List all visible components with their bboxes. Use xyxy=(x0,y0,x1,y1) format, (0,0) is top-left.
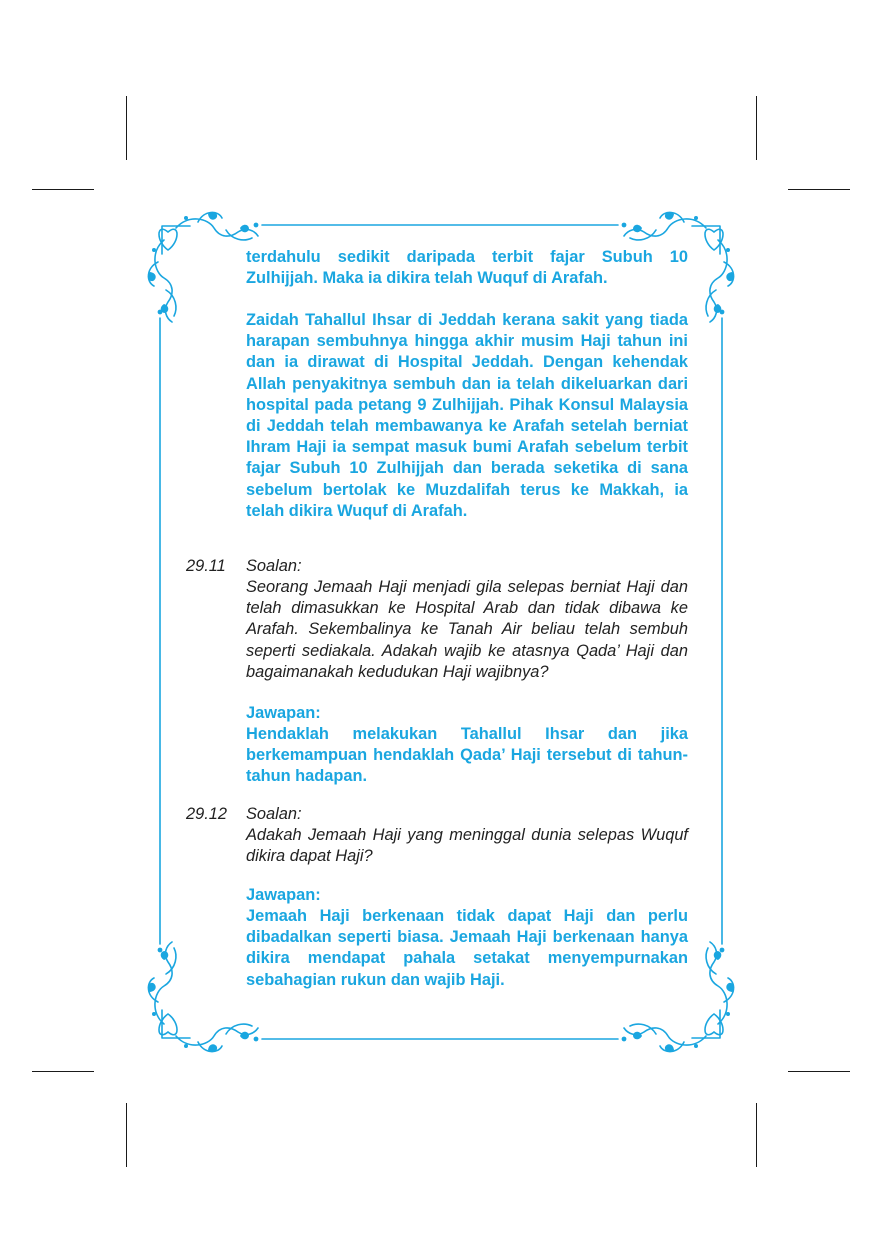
question-text: Adakah Jemaah Haji yang meninggal dunia selepas Wuquf dikira dapat Haji? xyxy=(246,826,688,866)
answer-label: Jawapan: xyxy=(246,704,321,722)
corner-ornament-top-left xyxy=(148,212,258,322)
border-dot xyxy=(720,948,725,953)
item-number: 29.12 xyxy=(186,805,228,823)
answer-label: Jawapan: xyxy=(246,886,321,904)
paragraph-zaidah: Zaidah Tahallul Ihsar di Jeddah kerana sakit yang tiada harapan sembuhnya hingga akhir musim Haji tahun ini dan ia dirawat di Hospital Jeddah. Dengan kehendak Allah penyakitnya sembuh dan ia telah dikeluarkan dari hospital pada petang 9 Zulhijjah. Pihak Konsul Malaysia di Jeddah telah membawanya ke Arafah setelah berniat Ihram Haji ia sempat masuk bumi Arafah sebelum terbit fajar Subuh 10 Zulhijjah dan berada seketika di sana sebelum bertolak ke Muzdalifah terus ke Makkah, ia telah dikira Wuquf di Arafah. xyxy=(246,311,688,520)
border-dot xyxy=(158,948,163,953)
answer-text: Jemaah Haji berkenaan tidak dapat Haji dan perlu dibadalkan seperti biasa. Jemaah Haji berkenaan hanya dikira mendapat pahala setakat menyempurnakan sebahagian rukun dan wajib Haji. xyxy=(246,907,688,989)
paragraph-continued: terdahulu sedikit daripada terbit fajar Subuh 10 Zulhijjah. Maka ia dikira telah Wuquf di Arafah. xyxy=(246,248,688,288)
border-dot xyxy=(254,1037,259,1042)
item-number: 29.11 xyxy=(186,557,226,575)
border-dot xyxy=(254,223,259,228)
border-dot xyxy=(622,223,627,228)
question-label: Soalan: xyxy=(246,557,302,575)
question-label: Soalan: xyxy=(246,805,302,823)
question-text: Seorang Jemaah Haji menjadi gila selepas berniat Haji dan telah dimasukkan ke Hospital Arab dan tidak dibawa ke Arafah. Sekembalinya ke Tanah Air beliau telah sembuh seperti sediakala. Adakah wajib ke atasnya Qada’ Haji dan bagaimanakah kedudukan Haji wajibnya? xyxy=(246,578,688,681)
corner-ornament-bottom-left xyxy=(148,942,258,1052)
answer-text: Hendaklah melakukan Tahallul Ihsar dan jika berkemampuan hendaklah Qada’ Haji tersebut di tahun-tahun hadapan. xyxy=(246,725,688,786)
border-dot xyxy=(622,1037,627,1042)
